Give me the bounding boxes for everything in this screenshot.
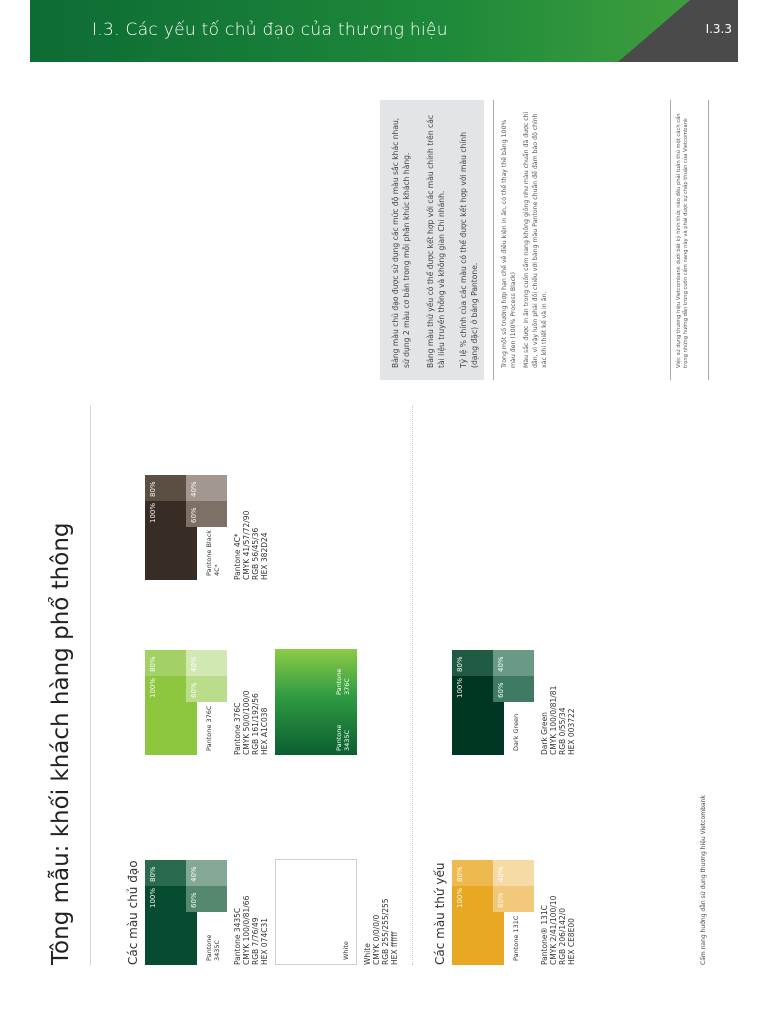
- tint-100: 100%: [452, 886, 493, 912]
- note-paragraph: Trong một số trường hợp hạn chế về điều kiện in ấn, có thể thay thế bằng 100% màu đen (100% Process Black): [501, 119, 517, 368]
- swatch-white: [275, 859, 357, 965]
- swatch-spec: Dark Green CMYK 100/0/81/81 RGB 0/55/34 HEX 003722: [540, 685, 576, 755]
- tint-100: 100%: [452, 676, 493, 702]
- swatch-label: Pantone 131C: [504, 912, 534, 965]
- tint-60: 60%: [186, 676, 227, 702]
- tint-80: 80%: [452, 860, 493, 886]
- rotated-content: [40, 80, 740, 1000]
- page-number: I.3.3: [705, 22, 732, 36]
- tint-100: 100%: [145, 676, 186, 702]
- swatch-gradient: [275, 649, 357, 755]
- page-title: Tông mẫu: khối khách hàng phổ thông: [48, 522, 74, 965]
- note-paragraph: Màu sắc được in ấn trong cuốn cẩm nang không giống như màu chuẩn đã được chỉ dẫn, vì vậy luôn phải đối chiếu với bảng màu Pantone chuẩn để đảm bảo độ chính xác khi thiết kế và in ấn.: [523, 111, 548, 368]
- tint-60: 60%: [493, 886, 534, 912]
- tint-60: 60%: [186, 886, 227, 912]
- swatch-main: [452, 702, 534, 755]
- tint-40: 40%: [493, 650, 534, 676]
- secondary-heading: Các màu thứ yếu: [433, 862, 447, 965]
- tint-40: 40%: [186, 650, 227, 676]
- swatch-label: Pantone Black 4C*: [197, 527, 227, 580]
- swatch-black-4c: [145, 474, 227, 580]
- tint-80: 80%: [145, 475, 186, 501]
- swatch-spec: Pantone® 131C CMYK 2/41/100/10 RGB 206/142/0 HEX CE8E00: [540, 895, 576, 965]
- swatch-131c: [452, 859, 534, 965]
- swatch-label: White: [342, 941, 350, 960]
- swatch-main: [145, 912, 227, 965]
- footer-text: Cẩm nang hướng dẫn sử dụng thương hiệu Vietcombank: [700, 795, 707, 965]
- swatch-label: Pantone 376C: [197, 702, 227, 755]
- legal-note: Việc sử dụng thương hiệu Vietcombank dưới bất kỳ hình thức nào đều phải tuân thủ một cách cẩn trọng những hướng dẫn trong cuốn cẩm nang này và phải được sự chấp thuận của Vietcombank: [676, 113, 689, 368]
- tint-60: 60%: [493, 676, 534, 702]
- swatch-spec: Pantone 3435C CMYK 100/0/81/66 RGB 7/76/49 HEX 074C31: [233, 895, 269, 965]
- swatch-3435c: [145, 859, 227, 965]
- gradient-right-label: Pantone 376C: [335, 668, 351, 695]
- swatch-label: Pantone 3435C: [197, 912, 227, 965]
- swatch-main: [145, 702, 227, 755]
- tint-100: 100%: [145, 501, 186, 527]
- swatch-spec: Pantone 376C CMYK 50/0/100/0 RGB 161/192/56 HEX A1C038: [233, 690, 269, 755]
- section-title: I.3. Các yếu tố chủ đạo của thương hiệu: [92, 20, 448, 40]
- tint-80: 80%: [145, 860, 186, 886]
- tint-80: 80%: [145, 650, 186, 676]
- gradient-left-label: Pantone 3435C: [335, 724, 351, 751]
- tint-100: 100%: [145, 886, 186, 912]
- section-divider: [412, 405, 413, 965]
- header-band: [30, 0, 738, 62]
- swatch-dark-green: [452, 649, 534, 755]
- swatch-376c: [145, 649, 227, 755]
- title-divider: [90, 405, 91, 965]
- swatch-label: Dark Green: [504, 702, 534, 755]
- tint-60: 60%: [186, 501, 227, 527]
- swatch-spec: White CMYK 0/0/0/0 RGB 255/255/255 HEX ffffff: [363, 898, 399, 965]
- tint-40: 40%: [493, 860, 534, 886]
- tint-40: 40%: [186, 860, 227, 886]
- swatch-main: [145, 527, 227, 580]
- info-paragraph: Bảng màu chủ đạo được sử dụng các mức độ màu sắc khác nhau, sử dụng 2 màu cơ bản trong mỗi phân khúc khách hàng.: [391, 117, 411, 368]
- tint-40: 40%: [186, 475, 227, 501]
- info-paragraph: Bảng màu thứ yếu có thể được kết hợp với các màu chính trên các tài liệu truyền thông và không gian Chi nhánh.: [426, 114, 446, 368]
- info-paragraph: Tỷ lệ % chính của các màu có thể được kết hợp với màu chính (dạng đặc) ở bảng Pantone.: [459, 131, 479, 368]
- swatch-spec: Pantone 4C* CMYK 41/57/72/90 RGB 56/45/36 HEX 382D24: [233, 510, 269, 580]
- notes-divider: [493, 100, 494, 380]
- legal-divider: [670, 100, 671, 380]
- primary-heading: Các màu chủ đạo: [126, 860, 140, 965]
- swatch-main: [452, 912, 534, 965]
- legal-divider-bottom: [708, 100, 709, 380]
- tint-80: 80%: [452, 650, 493, 676]
